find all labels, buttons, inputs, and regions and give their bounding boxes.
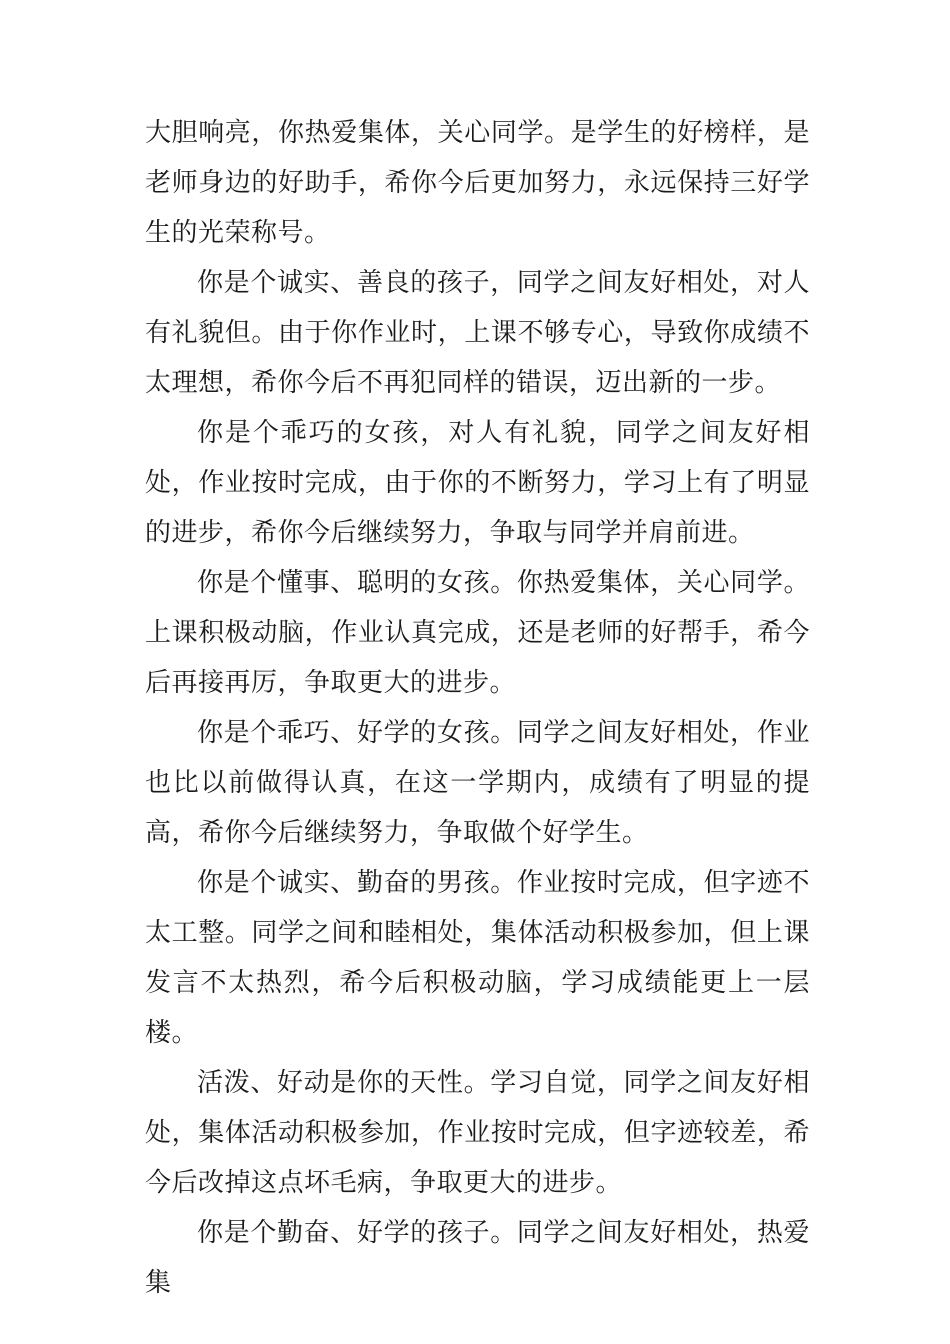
paragraph-comment-5: 你是个诚实、勤奋的男孩。作业按时完成，但字迹不太工整。同学之间和睦相处，集体活动积极参加，但上课发言不太热烈，希今后积极动脑，学习成绩能更上一层楼。 — [145, 868, 810, 1048]
paragraph-comment-6: 活泼、好动是你的天性。学习自觉，同学之间友好相处，集体活动积极参加，作业按时完成，但字迹较差，希今后改掉这点坏毛病，争取更大的进步。 — [145, 1068, 810, 1198]
paragraph-comment-1: 你是个诚实、善良的孩子，同学之间友好相处，对人有礼貌但。由于你作业时，上课不够专心，导致你成绩不太理想，希你今后不再犯同样的错误，迈出新的一步。 — [145, 268, 810, 398]
paragraph-comment-2: 你是个乖巧的女孩，对人有礼貌，同学之间友好相处，作业按时完成，由于你的不断努力，学习上有了明显的进步，希你今后继续努力，争取与同学并肩前进。 — [145, 418, 810, 548]
paragraph-continuation: 大胆响亮，你热爱集体，关心同学。是学生的好榜样，是老师身边的好助手，希你今后更加努力，永远保持三好学生的光荣称号。 — [145, 118, 810, 248]
document-page — [145, 108, 810, 1308]
paragraph-comment-7-partial: 你是个勤奋、好学的孩子。同学之间友好相处，热爱集 — [145, 1218, 810, 1298]
paragraph-comment-4: 你是个乖巧、好学的女孩。同学之间友好相处，作业也比以前做得认真，在这一学期内，成绩有了明显的提高，希你今后继续努力，争取做个好学生。 — [145, 718, 810, 848]
paragraph-comment-3: 你是个懂事、聪明的女孩。你热爱集体，关心同学。上课积极动脑，作业认真完成，还是老师的好帮手，希今后再接再厉，争取更大的进步。 — [145, 568, 810, 698]
